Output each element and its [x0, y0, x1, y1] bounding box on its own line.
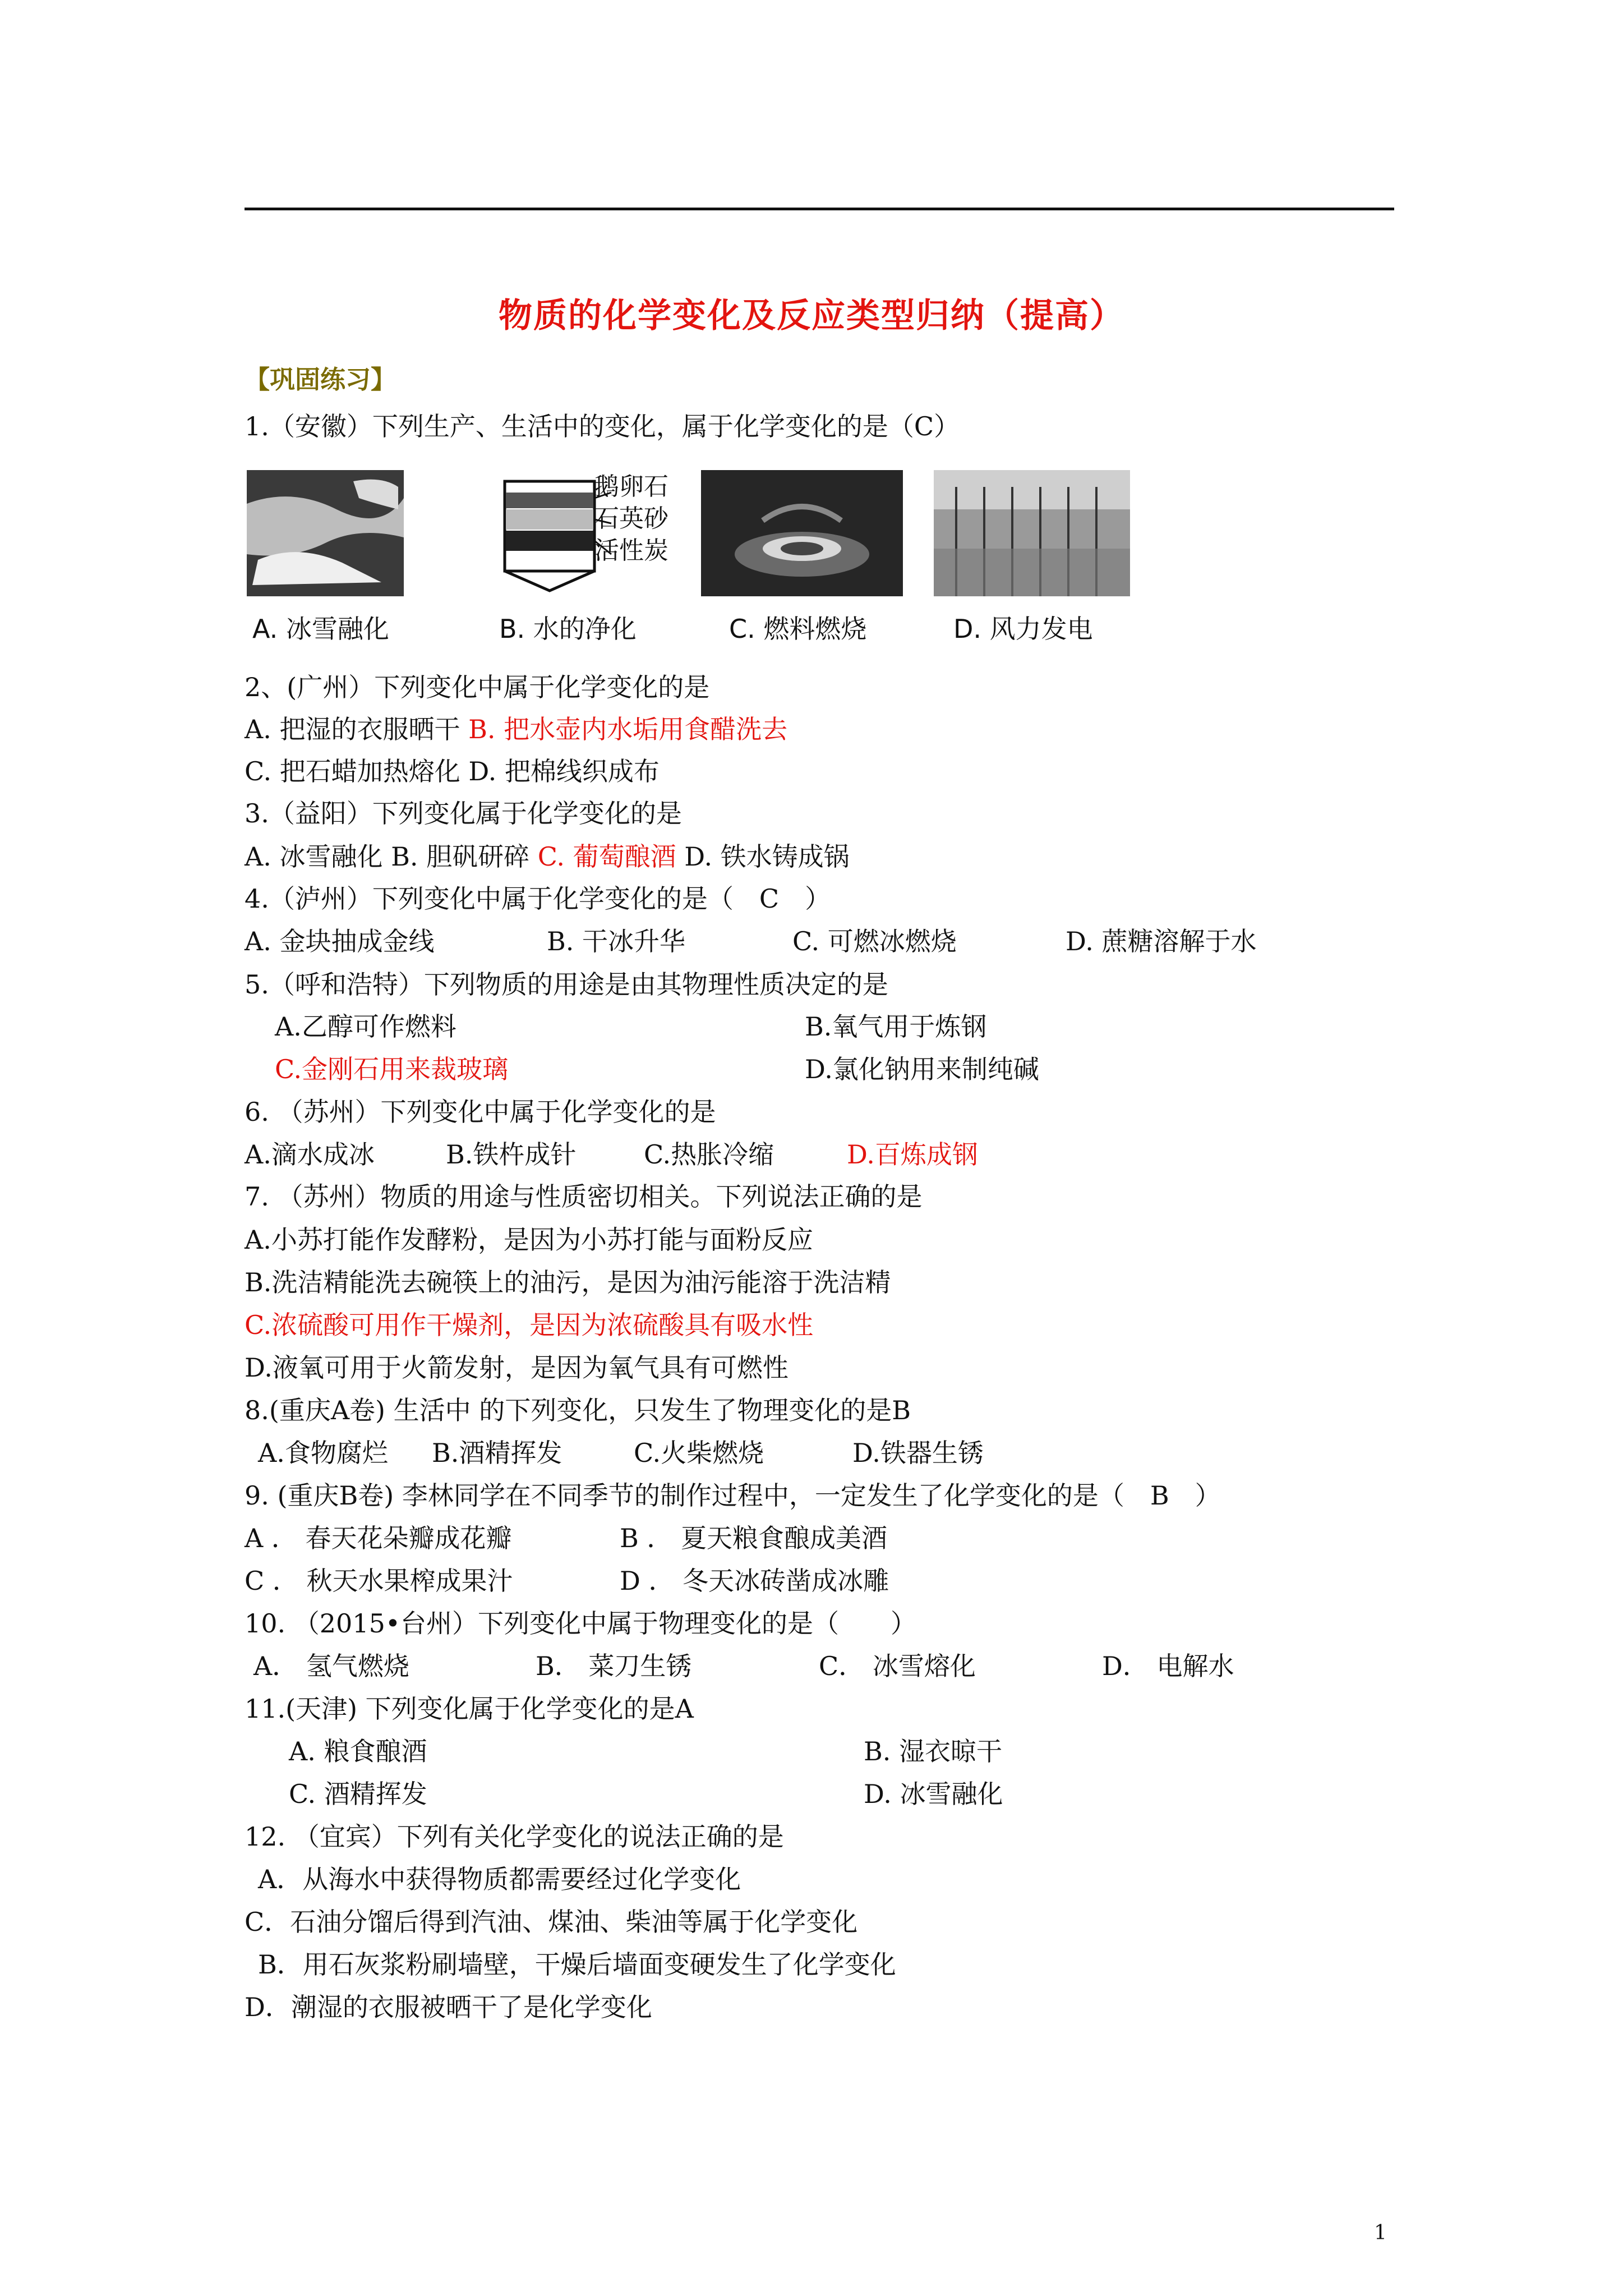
q4-option-c: C. 可燃冰燃烧	[792, 926, 957, 956]
q1-option-a: A. 冰雪融化	[252, 614, 389, 644]
q9-stem: 9. (重庆B卷) 李林同学在不同季节的制作过程中，一定发生了化学变化的是（ B ）	[245, 1480, 1221, 1511]
q8-option-c: C.火柴燃烧	[634, 1438, 764, 1468]
filter-label-sand: 石英砂	[594, 504, 668, 533]
q7-option-b: B.洗洁精能洗去碗筷上的油污，是因为油污能溶于洗洁精	[245, 1267, 891, 1297]
q10-option-a: A． 氢气燃烧	[253, 1651, 409, 1681]
q9-option-a: A ． 春天花朵瓣成花瓣	[245, 1523, 512, 1553]
q2-option-b: B. 把水壶内水垢用食醋洗去	[468, 714, 788, 744]
q6-option-a: A.滴水成冰	[245, 1139, 375, 1170]
q7-stem: 7. （苏州）物质的用途与性质密切相关。下列说法正确的是	[245, 1181, 923, 1212]
q10-option-c: C． 冰雪熔化	[819, 1651, 976, 1681]
q9-option-c: C ． 秋天水果榨成果汁	[245, 1566, 513, 1596]
q8-option-b: B.酒精挥发	[432, 1438, 562, 1468]
q4-option-b: B. 干冰升华	[547, 926, 686, 956]
q5-stem: 5.（呼和浩特）下列物质的用途是由其物理性质决定的是	[245, 969, 888, 1000]
q5-option-c: C.金刚石用来裁玻璃	[275, 1054, 509, 1084]
header-rule	[245, 208, 1394, 210]
page-title: 物质的化学变化及反应类型归纳（提高）	[499, 296, 1124, 335]
q11-option-a: A. 粮食酿酒	[289, 1736, 427, 1766]
fuel-burning-image	[701, 470, 903, 596]
q8-option-d: D.铁器生锈	[852, 1438, 984, 1468]
q1-stem: 1.（安徽）下列生产、生活中的变化，属于化学变化的是（C）	[245, 411, 960, 441]
q11-option-c: C. 酒精挥发	[289, 1779, 427, 1809]
q7-option-c: C.浓硫酸可用作干燥剂，是因为浓硫酸具有吸水性	[245, 1310, 814, 1340]
q11-stem: 11.(天津) 下列变化属于化学变化的是A	[245, 1694, 694, 1724]
q4-option-d: D. 蔗糖溶解于水	[1066, 926, 1257, 956]
q6-option-b: B.铁杵成针	[446, 1139, 577, 1170]
q2-option-cd: C. 把石蜡加热熔化 D. 把棉线织成布	[245, 756, 660, 786]
q11-option-d: D. 冰雪融化	[864, 1779, 1003, 1809]
q1-option-c: C. 燃料燃烧	[729, 614, 867, 644]
q6-option-d: D.百炼成钢	[847, 1139, 978, 1170]
q4-option-a: A. 金块抽成金线	[245, 926, 435, 956]
q8-stem: 8.(重庆A卷) 生活中 的下列变化，只发生了物理变化的是B	[245, 1395, 911, 1425]
page-number: 1	[1374, 2221, 1387, 2244]
q12-option-c: C．石油分馏后得到汽油、煤油、柴油等属于化学变化	[245, 1907, 858, 1937]
q3-options	[245, 840, 850, 873]
ice-melting-image	[247, 470, 404, 596]
section-heading: 【巩固练习】	[245, 365, 396, 394]
q2-option-a-row	[245, 712, 787, 746]
q3-option-d: D. 铁水铸成锅	[676, 841, 850, 872]
q1-option-d: D. 风力发电	[953, 614, 1093, 644]
q3-option-c: C. 葡萄酿酒	[537, 841, 676, 872]
q2-option-a: A. 把湿的衣服晒干	[245, 714, 469, 744]
q10-option-b: B． 菜刀生锈	[536, 1651, 692, 1681]
q7-option-a: A.小苏打能作发酵粉，是因为小苏打能与面粉反应	[245, 1225, 813, 1255]
q12-option-d: D．潮湿的衣服被晒干了是化学变化	[245, 1992, 652, 2022]
q5-option-a: A.乙醇可作燃料	[275, 1011, 457, 1042]
q12-option-a: A．从海水中获得物质都需要经过化学变化	[258, 1864, 741, 1894]
q8-option-a: A.食物腐烂	[258, 1438, 388, 1468]
filter-label-carbon: 活性炭	[594, 536, 668, 565]
q6-option-c: C.热胀冷缩	[644, 1139, 774, 1170]
q12-option-b: B．用石灰浆粉刷墙壁，干燥后墙面变硬发生了化学变化	[258, 1949, 896, 1980]
q2-stem: 2、(广州）下列变化中属于化学变化的是	[245, 672, 710, 702]
q11-option-b: B. 湿衣晾干	[864, 1736, 1003, 1766]
q10-option-d: D． 电解水	[1102, 1651, 1234, 1681]
q9-option-b: B ． 夏天粮食酿成美酒	[620, 1523, 888, 1553]
q7-option-d: D.液氧可用于火箭发射，是因为氧气具有可燃性	[245, 1352, 789, 1383]
q3-option-ab: A. 冰雪融化 B. 胆矾研碎	[245, 841, 538, 872]
q4-stem: 4.（泸州）下列变化中属于化学变化的是（ C ）	[245, 884, 831, 914]
q5-option-d: D.氯化钠用来制纯碱	[805, 1054, 1039, 1084]
q3-stem: 3.（益阳）下列变化属于化学变化的是	[245, 798, 682, 829]
q12-stem: 12. （宜宾）下列有关化学变化的说法正确的是	[245, 1821, 784, 1852]
q5-option-b: B.氧气用于炼钢	[805, 1011, 987, 1042]
q9-option-d: D ． 冬天冰砖凿成冰雕	[620, 1566, 889, 1596]
q6-stem: 6. （苏州）下列变化中属于化学变化的是	[245, 1097, 716, 1127]
q1-option-b: B. 水的净化	[499, 614, 637, 644]
wind-power-image	[934, 470, 1130, 596]
filter-label-pebble: 鹅卵石	[594, 472, 668, 501]
q10-stem: 10. （2015•台州）下列变化中属于物理变化的是（ ）	[245, 1608, 916, 1639]
